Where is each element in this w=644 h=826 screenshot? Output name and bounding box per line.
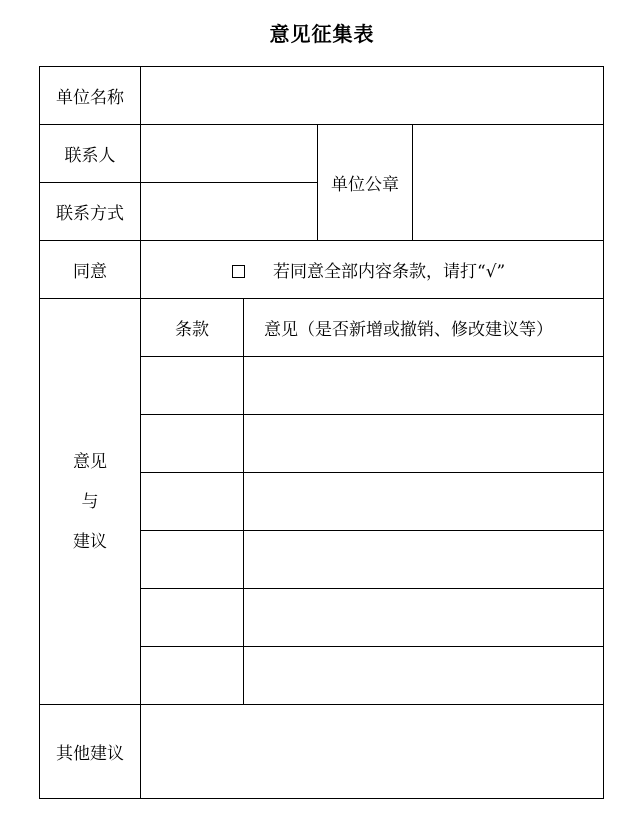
clause-field[interactable] <box>141 415 244 473</box>
contact-person-label: 联系人 <box>40 125 141 183</box>
clause-field[interactable] <box>141 357 244 415</box>
opinion-field[interactable] <box>244 415 604 473</box>
other-suggestions-row <box>40 705 604 799</box>
opinion-field[interactable] <box>244 531 604 589</box>
suggestions-label-line: 与 <box>81 491 99 512</box>
agree-cell <box>141 241 604 299</box>
contact-person-row <box>40 125 604 183</box>
unit-name-label: 单位名称 <box>40 67 141 125</box>
opinion-field[interactable] <box>244 589 604 647</box>
suggestions-label-line: 建议 <box>73 531 107 552</box>
unit-name-field[interactable] <box>141 67 604 125</box>
clause-field[interactable] <box>141 531 244 589</box>
suggestions-label <box>40 299 141 705</box>
opinion-field[interactable] <box>244 473 604 531</box>
suggestions-label-line: 意见 <box>73 451 107 472</box>
unit-seal-label: 单位公章 <box>318 125 413 241</box>
opinion-field[interactable] <box>244 647 604 705</box>
agree-row <box>40 241 604 299</box>
agree-instruction: 若同意全部内容条款，请打“√” <box>273 262 506 282</box>
clause-field[interactable] <box>141 473 244 531</box>
contact-person-field[interactable] <box>141 125 318 183</box>
other-suggestions-label: 其他建议 <box>40 705 141 799</box>
agree-label: 同意 <box>40 241 141 299</box>
contact-method-label: 联系方式 <box>40 183 141 241</box>
agree-checkbox[interactable] <box>232 265 245 278</box>
opinion-column-header: 意见（是否新增或撤销、修改建议等） <box>244 299 604 357</box>
opinion-field[interactable] <box>244 357 604 415</box>
opinion-form-table <box>39 66 604 799</box>
other-suggestions-field[interactable] <box>141 705 604 799</box>
page-title: 意见征集表 <box>269 22 375 46</box>
unit-name-row <box>40 67 604 125</box>
unit-seal-field[interactable] <box>413 125 604 241</box>
clause-column-header: 条款 <box>141 299 244 357</box>
clause-field[interactable] <box>141 647 244 705</box>
suggestions-header-row <box>40 299 604 357</box>
contact-method-field[interactable] <box>141 183 318 241</box>
clause-field[interactable] <box>141 589 244 647</box>
